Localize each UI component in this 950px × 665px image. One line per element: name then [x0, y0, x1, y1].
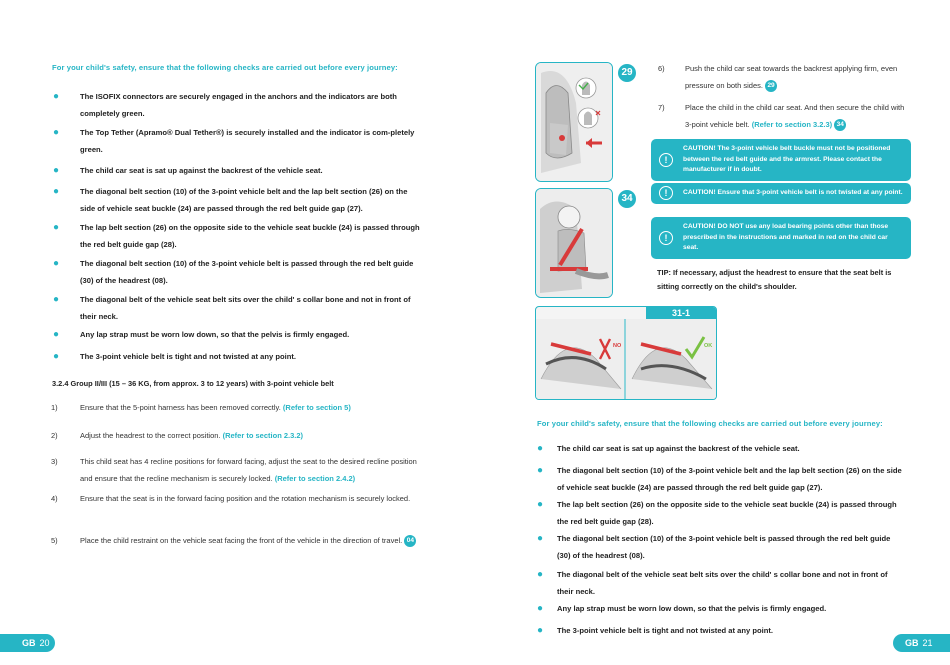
step-text: Ensure that the seat is in the forward facing position and the rotation mechanism is securely locked.: [80, 494, 411, 503]
warning-icon: !: [659, 186, 673, 200]
figure-badge: 04: [404, 535, 416, 547]
bullet-item: [537, 600, 902, 617]
bullet-item: [53, 326, 420, 343]
bullet-dot: ●: [537, 625, 544, 636]
bullet-text: The 3-point vehicle belt is tight and not twisted at any point.: [557, 626, 774, 635]
bullet-item: [537, 622, 902, 639]
bullet-item: [53, 183, 420, 217]
figure-badge-29: 29: [618, 64, 636, 82]
step-text: Place the child restraint on the vehicle seat facing the front of the vehicle in the direction of travel.: [80, 536, 403, 545]
caution-box: [651, 217, 911, 259]
section-reference: (Refer to section 3.2.3): [751, 119, 833, 129]
bullet-text: The lap belt section (26) on the opposite side to the vehicle seat buckle (24) is passed through the red belt guide gap (28).: [80, 223, 420, 249]
bullet-dot: ●: [53, 127, 60, 138]
step-item: [658, 61, 910, 94]
step-item: [658, 100, 910, 133]
bullet-item: [53, 124, 420, 158]
caution-box: [651, 183, 911, 204]
step-number: 3): [51, 457, 58, 466]
section-reference: (Refer to section 2.4.2): [274, 473, 356, 483]
figure-badge: 29: [765, 80, 777, 92]
step-number: 2): [51, 431, 58, 440]
section-reference: (Refer to section 2.3.2): [222, 431, 304, 440]
bullet-dot: ●: [53, 222, 60, 233]
ok-label: OK: [704, 343, 713, 349]
language-code: GB: [22, 638, 36, 648]
bullet-dot: ●: [53, 351, 60, 362]
bullet-item: [53, 88, 420, 122]
step-item: [51, 533, 420, 550]
bullet-item: [53, 219, 420, 253]
bullet-dot: ●: [53, 186, 60, 197]
bullet-dot: ●: [537, 603, 544, 614]
step-text: Push the child car seat towards the backrest applying firm, even pressure on both sides.: [685, 64, 898, 90]
step-text: Place the child in the child car seat. And then secure the child with 3-point vehicle belt.: [685, 103, 905, 129]
step-text: This child seat has 4 recline positions for forward facing, adjust the seat to the desired recline position and ensure that the recline mechanism is securely locked.: [80, 457, 417, 483]
bullet-item: [53, 162, 420, 179]
bullet-item: [53, 291, 420, 325]
step-number: 6): [658, 64, 665, 73]
step-text: Ensure that the 5-point harness has been removed correctly.: [80, 403, 281, 412]
language-code: GB: [905, 638, 919, 648]
bullet-dot: ●: [53, 294, 60, 305]
step-item: [51, 428, 420, 445]
figure-29-image: [535, 62, 613, 182]
warning-icon: !: [659, 231, 673, 245]
bullet-dot: ●: [537, 465, 544, 476]
bullet-text: The diagonal belt of the vehicle seat belt sits over the child' s collar bone and not in front of their neck.: [80, 295, 411, 321]
bullet-item: [53, 348, 420, 365]
bullet-text: The diagonal belt section (10) of the 3-point vehicle belt and the lap belt section (26) on the side of vehicle seat buckle (24) are passed through the red belt guide gap (27).: [80, 187, 408, 213]
step-item: [51, 454, 420, 487]
bullet-item: [53, 255, 420, 289]
figure-34-image: [535, 188, 613, 298]
bullet-item: [537, 496, 902, 530]
step-item: [51, 400, 420, 417]
bullet-text: Any lap strap must be worn low down, so that the pelvis is firmly engaged.: [80, 330, 350, 339]
no-label: NO: [613, 343, 622, 349]
bullet-text: The 3-point vehicle belt is tight and not twisted at any point.: [80, 352, 297, 361]
safety-checks-header: For your child's safety, ensure that the following checks are carried out before every journey:: [52, 63, 398, 72]
bullet-dot: ●: [53, 165, 60, 176]
page-number: 20: [39, 638, 50, 648]
bullet-dot: ●: [537, 533, 544, 544]
bullet-text: The diagonal belt section (10) of the 3-point vehicle belt and the lap belt section (26) on the side of vehicle seat buckle (24) are passed through the red belt guide gap (27).: [557, 466, 902, 492]
bullet-dot: ●: [537, 499, 544, 510]
car-seat-illustration: [536, 63, 612, 181]
bullet-dot: ●: [537, 569, 544, 580]
page-footer: [0, 634, 55, 652]
figure-31-1-image: [535, 306, 717, 400]
step-number: 1): [51, 403, 58, 412]
caution-box: [651, 139, 911, 181]
step-number: 7): [658, 103, 665, 112]
bullet-item: [537, 566, 902, 600]
bullet-text: The diagonal belt section (10) of the 3-point vehicle belt is passed through the red belt guide (30) of the headrest (08).: [557, 534, 891, 560]
step-item: [51, 491, 420, 508]
step-number: 5): [51, 536, 58, 545]
bullet-text: The Top Tether (Apramo® Dual Tether®) is securely installed and the indicator is com-pletely green.: [80, 128, 415, 154]
bullet-text: The ISOFIX connectors are securely engaged in the anchors and the indicators are both completely green.: [80, 92, 397, 118]
caution-text: CAUTION! DO NOT use any load bearing points other than those prescribed in the instructions and marked in red on the child car seat.: [683, 223, 889, 251]
right-page: [475, 0, 950, 665]
bullet-dot: ●: [537, 443, 544, 454]
bullet-item: [537, 530, 902, 564]
bullet-item: [537, 462, 902, 496]
bullet-text: The diagonal belt of the vehicle seat belt sits over the child' s collar bone and not in front of their neck.: [557, 570, 888, 596]
step-number: 4): [51, 494, 58, 503]
bullet-text: The diagonal belt section (10) of the 3-point vehicle belt is passed through the red belt guide (30) of the headrest (08).: [80, 259, 414, 285]
figure-badge: 34: [834, 119, 846, 131]
page-number: 21: [922, 638, 933, 648]
tip-text: TIP: If necessary, adjust the headrest to ensure that the seat belt is sitting correctly on the child's shoulder.: [657, 268, 892, 291]
bullet-dot: ●: [53, 91, 60, 102]
warning-icon: !: [659, 153, 673, 167]
caution-text: CAUTION! Ensure that 3-point vehicle belt is not twisted at any point.: [683, 189, 903, 196]
child-belted-illustration: [536, 189, 612, 297]
bullet-text: Any lap strap must be worn low down, so that the pelvis is firmly engaged.: [557, 604, 827, 613]
bullet-dot: ●: [53, 258, 60, 269]
bullet-text: The child car seat is sat up against the backrest of the vehicle seat.: [80, 166, 323, 175]
safety-checks-header: For your child's safety, ensure that the following checks are carried out before every journey:: [537, 419, 883, 428]
caution-text: CAUTION! The 3-point vehicle belt buckle must not be positioned between the red belt guide and the armrest. Please contact the manufacturer if in doubt.: [683, 145, 891, 173]
section-reference: (Refer to section 5): [282, 403, 351, 412]
step-text: Adjust the headrest to the correct position.: [80, 431, 221, 440]
bullet-text: The lap belt section (26) on the opposite side to the vehicle seat buckle (24) is passed through the red belt guide gap (28).: [557, 500, 897, 526]
belt-routing-comparison: [536, 319, 716, 399]
bullet-dot: ●: [53, 329, 60, 340]
section-title: 3.2.4 Group II/III (15 – 36 KG, from approx. 3 to 12 years) with 3-point vehicle belt: [52, 379, 334, 388]
bullet-item: [537, 440, 902, 457]
page-footer: [893, 634, 950, 652]
bullet-text: The child car seat is sat up against the backrest of the vehicle seat.: [557, 444, 800, 453]
figure-label-31-1: 31-1: [646, 307, 716, 319]
figure-badge-34: 34: [618, 190, 636, 208]
